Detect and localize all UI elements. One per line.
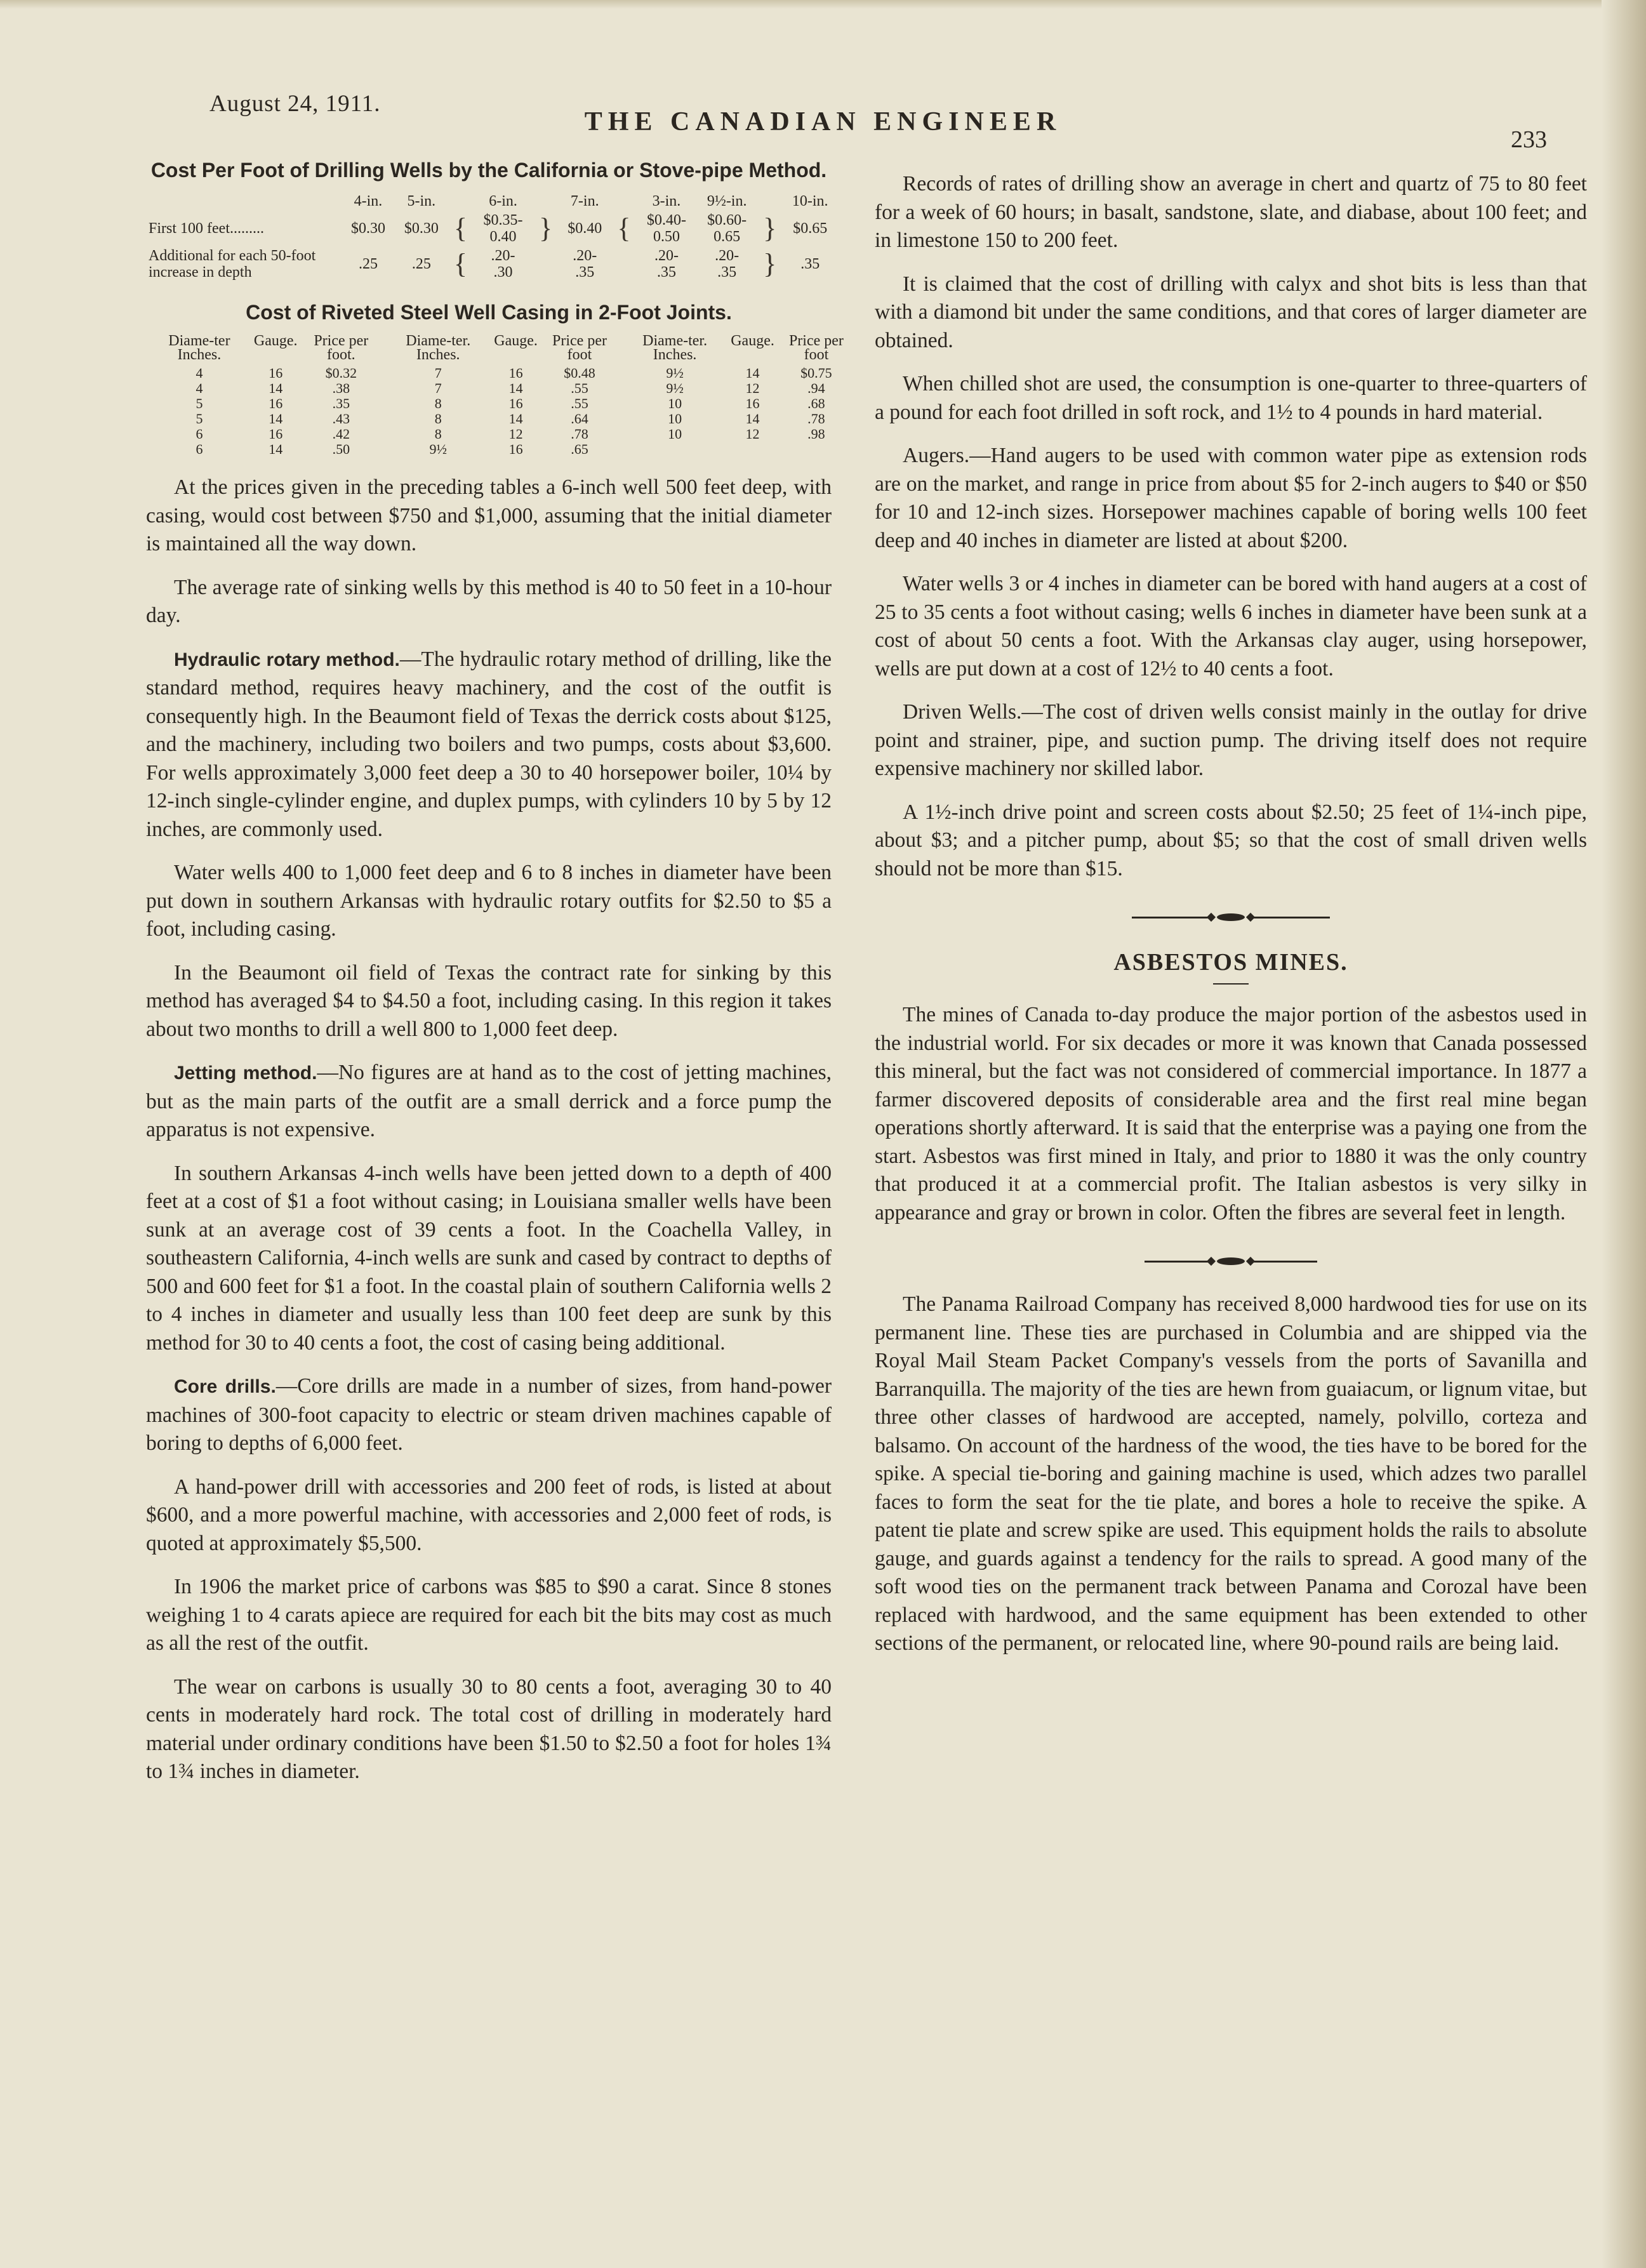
right-paragraph: Driven Wells.—The cost of driven wells consist mainly in the outlay for drive point and strainer, pipe, and suction pump. The driving itself does not require expensive machinery nor skilled labor. — [875, 700, 1587, 780]
table2-cell: 16 — [508, 395, 523, 411]
table2-col-header: Price per foot — [788, 333, 844, 363]
table2-col-header: Gauge. — [731, 333, 774, 349]
table1-cell: $0.65 — [793, 220, 828, 237]
right-paragraph: Augers.—Hand augers to be used with common water pipe as extension rods are on the market, and range in price from about $5 for 2-inch augers to $40 or $50 for 10 and 12-inch sizes. Horsepower machines capable of boring wells 100 feet deep and 40 inches in diameter are listed at about $200. — [875, 444, 1587, 552]
brace-open: { — [453, 248, 468, 279]
ornament-diamond — [1207, 1257, 1216, 1266]
ornament-oval — [1217, 1257, 1245, 1265]
ornament-diamond — [1246, 913, 1255, 922]
table2-col-header: Diame-ter. Inches. — [642, 333, 708, 363]
table2-cell — [729, 442, 776, 457]
left-paragraph: The average rate of sinking wells by this method is 40 to 50 feet in a 10-hour day. — [146, 575, 832, 627]
heading-rule — [1213, 983, 1249, 985]
table2-cell: 8 — [434, 411, 442, 427]
table2-col-header: Price per foot. — [314, 333, 369, 363]
table2-cell: 14 — [269, 411, 283, 427]
table2-cell: 16 — [269, 365, 283, 381]
table2-cell: 14 — [745, 365, 760, 381]
table2-cell: 12 — [745, 380, 760, 396]
table2-cell: 5 — [196, 395, 203, 411]
table2-cell: .68 — [807, 395, 825, 411]
table2-row — [146, 381, 857, 396]
running-header-date: August 24, 1911. — [209, 91, 381, 117]
table2-cell: 7 — [434, 365, 442, 381]
table2-cell: 4 — [196, 380, 203, 396]
brace-open: { — [617, 213, 631, 244]
right-column — [875, 170, 1587, 1673]
left-paragraph: The wear on carbons is usually 30 to 80 cents a foot, averaging 30 to 40 cents in moderately hard rock. The total cost of drilling in moderately hard material under ordinary conditions have been $1.50 to $2.50 a foot for holes 1¾ to 1¾ inches in diameter. — [146, 1674, 832, 1783]
table1-cell: $0.40 — [567, 220, 602, 237]
table2-cell: .42 — [332, 426, 350, 442]
table2-cell: $0.75 — [800, 365, 832, 381]
table2-cell: 10 — [668, 411, 682, 427]
left-paragraph — [146, 646, 832, 844]
table1-row-label: Additional for each 50-foot increase in depth — [149, 248, 316, 281]
right-paragraph: It is claimed that the cost of drilling with calyx and shot bits is less than that with a diamond bit under the same conditions, and that cores of larger diameter are obtained. — [875, 272, 1587, 352]
table2-cell: 16 — [269, 395, 283, 411]
table1-cell: .20- .35 — [715, 248, 740, 281]
page-gutter-shadow — [1602, 0, 1646, 2268]
table2-cell: 9½ — [666, 365, 684, 381]
table2-cell: 16 — [269, 426, 283, 442]
table2-cell: 7 — [434, 380, 442, 396]
ornament-oval — [1217, 913, 1245, 921]
table1-row-label: First 100 feet......... — [149, 220, 264, 237]
table1-cell: .35 — [800, 256, 820, 272]
table2-cell: $0.32 — [325, 365, 357, 381]
ornament-diamond — [1246, 1257, 1255, 1266]
left-paragraph: At the prices given in the preceding tables a 6-inch well 500 feet deep, with casing, would cost between $750 and $1,000, assuming that the initial diameter is maintained all the way down. — [146, 475, 832, 555]
table1-cell: .25 — [358, 256, 378, 272]
table1-cell: $0.40- 0.50 — [646, 212, 686, 245]
table2-cell: 8 — [434, 426, 442, 442]
table2-cell: $0.48 — [564, 365, 595, 381]
table2-col-header: Diame-ter. Inches. — [406, 333, 471, 363]
table2-cell: .98 — [807, 426, 825, 442]
table2-cell: 14 — [508, 380, 523, 396]
ornament-diamond — [1207, 913, 1216, 922]
table2-cell: 14 — [269, 441, 283, 457]
brace-close: } — [763, 213, 777, 244]
table2-cell: 16 — [508, 365, 523, 381]
brace-open: { — [453, 213, 468, 244]
table1-row — [146, 211, 838, 246]
table2-row — [146, 442, 857, 457]
running-header-title: THE CANADIAN ENGINEER — [584, 107, 1062, 136]
table2-cell: 16 — [745, 395, 760, 411]
table1-cell: .20- .30 — [491, 248, 515, 281]
table2-cell: 9½ — [429, 441, 447, 457]
brace-close: } — [763, 248, 777, 279]
table1-cell: $0.60- 0.65 — [707, 212, 747, 245]
paragraph-text: —The hydraulic rotary method of drilling, like the standard method, requires heavy machinery, and the cost of the outfit is consequently high. In the Beaumont field of Texas the derrick costs about $125, and the machinery, including two boilers and two pumps, costs about $3,600. For wells approximately 3,000 feet deep a 30 to 40 horsepower boiler, 10¼ by 12-inch single-cylinder engine, and duplex pumps, with cylinders 10 by 5 by 12 inches, are commonly used. — [146, 647, 832, 841]
table2-cell: 4 — [196, 365, 203, 381]
section-heading-asbestos: ASBESTOS MINES. — [1113, 949, 1348, 976]
left-paragraph — [146, 1372, 832, 1458]
table1-col-header: 10-in. — [792, 193, 828, 209]
table2-cell: .55 — [571, 395, 588, 411]
right-paragraph: The Panama Railroad Company has received 8,000 hardwood ties for use on its permanent line. These ties are purchased in Columbia and are shipped via the Royal Mail Steam Packet Company's vessels from the ports of Savanilla and Barranquilla. The majority of the ties are hewn from guaiacum, or lignum vitae, but three other classes of hardwood are accepted, namely, polvillo, corteza and balsamo. On account of the hardness of the wood, the ties have to be bored for the spike. A special tie-boring and gaining machine is used, which adzes two parallel faces to form the seat for the tie plate, and bores a hole to receive the spike. A patent tie plate and screw spike are used. This equipment holds the rails to absolute gauge, and guards against a tendency for the rails to spread. A good many of the soft wood ties on the permanent track between Panama and Corozal have been replaced with hardwood, and the same equipment has been extended to other sections of the permanent, or relocated line, where 90-pound rails are being laid. — [875, 1292, 1587, 1655]
table2-col-header: Gauge. — [253, 333, 298, 349]
table2-col-header: Diame-ter Inches. — [168, 333, 230, 363]
left-paragraph: In southern Arkansas 4-inch wells have been jetted down to a depth of 400 feet at a cost of $1 a foot without casing; in Louisiana smaller wells have been sunk at an average cost of 39 cents a foot. In the Coachella Valley, in southeastern California, 4-inch wells are sunk and cased by contract to depths of 500 and 600 feet for $1 a foot. In the coastal plain of southern California wells 2 to 4 inches in diameter and usually less than 100 feet deep are sunk by this method for 30 to 40 cents a foot, the cost of casing being additional. — [146, 1161, 832, 1355]
table2-row — [146, 427, 857, 442]
table1-col-header: 5-in. — [407, 193, 436, 209]
table2-cell: .43 — [332, 411, 350, 427]
table2-cell: 12 — [508, 426, 523, 442]
left-paragraph: Water wells 400 to 1,000 feet deep and 6 to 8 inches in diameter have been put down in southern Arkansas with hydraulic rotary outfits for $2.50 to $5 a foot, including casing. — [146, 861, 832, 941]
table2-cell: 16 — [508, 441, 523, 457]
right-paragraph: Water wells 3 or 4 inches in diameter can be bored with hand augers at a cost of 25 to 35 cents a foot without casing; wells 6 inches in diameter have been sunk at a cost of about 50 cents a foot. With the Arkansas clay auger, using horsepower, wells are put down at a cost of 12½ to 40 cents a foot. — [875, 572, 1587, 680]
page-number: 233 — [1511, 126, 1547, 153]
table2-col-header: Gauge. — [494, 333, 538, 349]
left-column — [146, 157, 844, 1801]
table2-cell: 5 — [196, 411, 203, 427]
table1-col-header: 3-in. — [652, 193, 681, 209]
table2-cell: .78 — [571, 426, 588, 442]
ornament-rule — [1254, 1261, 1317, 1263]
table2-cell: .50 — [332, 441, 350, 457]
table2-cell: 10 — [668, 426, 682, 442]
ornament-rule — [1254, 917, 1330, 918]
table2-cell: 10 — [668, 395, 682, 411]
table1-col-header: 4-in. — [354, 193, 383, 209]
table2-cell: 6 — [196, 426, 203, 442]
table1-title: Cost Per Foot of Drilling Wells by the California or Stove-pipe Method. — [150, 159, 827, 182]
table2-row — [146, 396, 857, 411]
table2-cell: 8 — [434, 395, 442, 411]
table2-col-header: Price per foot — [552, 333, 607, 363]
table2-cell: .35 — [332, 395, 350, 411]
table2-cell — [620, 442, 729, 457]
right-paragraph: When chilled shot are used, the consumption is one-quarter to three-quarters of a pound for each foot drilled in soft rock, and 1½ to 4 pounds in hard material. — [875, 372, 1587, 424]
table1-cell: .20- .35 — [654, 248, 679, 281]
table2-cell: .38 — [332, 380, 350, 396]
section-ornament — [875, 902, 1587, 915]
ornament-rule — [1132, 917, 1208, 918]
table1-cell: .25 — [411, 256, 431, 272]
table2-cell: 9½ — [666, 380, 684, 396]
table1-col-header: 6-in. — [489, 193, 517, 209]
left-paragraph: A hand-power drill with accessories and 200 feet of rods, is listed at about $600, and a more powerful machine, with accessories and 2,000 feet of rods, is quoted at approximately $5,500. — [146, 1475, 832, 1555]
table1-cell: .20- .35 — [573, 248, 597, 281]
paragraph-text: —Core drills are made in a number of sizes, from hand-power machines of 300-foot capacity to electric or steam driven machines capable of boring to depths of 6,000 feet. — [146, 1374, 832, 1455]
table2-cell: 14 — [745, 411, 760, 427]
brace-close: } — [539, 213, 553, 244]
table2-title: Cost of Riveted Steel Well Casing in 2-Foot Joints. — [246, 301, 732, 324]
table2-row — [146, 411, 857, 427]
table1-cell: $0.30 — [350, 220, 385, 237]
table1-cell: $0.35- 0.40 — [483, 212, 523, 245]
table2-row — [146, 366, 857, 381]
table1-row — [146, 246, 838, 282]
run-in-heading: Core drills. — [174, 1376, 276, 1397]
page-top-edge — [0, 0, 1646, 9]
right-paragraph: The mines of Canada to-day produce the major portion of the asbestos used in the industrial world. For six decades or more it was known that Canada possessed this mineral, but the fact was not considered of commercial importance. In 1877 a farmer discovered deposits of considerable area and the first real mine began operations shortly afterward. It is said that the enterprise was a paying one from the start. Asbestos was first mined in Italy, and prior to 1880 it was the only country that produced it at a commercial profit. The Italian asbestos is very silky in appearance and gray or brown in color. Often the fibres are several feet in length. — [875, 1003, 1587, 1224]
casing-cost-table — [146, 334, 857, 457]
paragraph-text: —No figures are at hand as to the cost of jetting machines, but as the main parts of the outfit are a small derrick and a force pump the apparatus is not expensive. — [146, 1061, 832, 1141]
table2-cell: .78 — [807, 411, 825, 427]
table2-cell: .65 — [571, 441, 588, 457]
table2-cell: .64 — [571, 411, 588, 427]
section-ornament — [875, 1246, 1587, 1259]
table2-cell: .94 — [807, 380, 825, 396]
ornament-rule — [1145, 1261, 1208, 1263]
left-paragraph: In 1906 the market price of carbons was $85 to $90 a carat. Since 8 stones weighing 1 to 4 carats apiece are required for each bit the bits may cost as much as all the rest of the outfit. — [146, 1575, 832, 1655]
right-paragraph: Records of rates of drilling show an average in chert and quartz of 75 to 80 feet for a week of 60 hours; in basalt, sandstone, slate, and diabase, about 100 feet; and in limestone 150 to 200 feet. — [875, 172, 1587, 252]
table1-col-header: 9½-in. — [707, 193, 747, 209]
table2-cell: 14 — [508, 411, 523, 427]
table2-cell: 6 — [196, 441, 203, 457]
table2-header-row — [146, 334, 857, 366]
table2-cell: .55 — [571, 380, 588, 396]
table1-corner — [146, 192, 342, 211]
table1-cell: $0.30 — [404, 220, 439, 237]
table1-col-header: 7-in. — [570, 193, 599, 209]
run-in-heading: Jetting method. — [174, 1063, 317, 1084]
table2-body — [146, 366, 857, 457]
table2-cell: 14 — [269, 380, 283, 396]
left-paragraph: In the Beaumont oil field of Texas the contract rate for sinking by this method has averaged $4 to $4.50 a foot, including casing. In this region it takes about two months to drill a well 800 to 1,000 feet deep. — [146, 960, 832, 1041]
left-paragraph — [146, 1059, 832, 1144]
right-paragraph: A 1½-inch drive point and screen costs about $2.50; 25 feet of 1¼-inch pipe, about $3; and a pitcher pump, about $5; so that the cost of small driven wells should not be more than $15. — [875, 800, 1587, 880]
table2-cell: 12 — [745, 426, 760, 442]
run-in-heading: Hydraulic rotary method. — [174, 649, 400, 670]
drilling-cost-table — [146, 192, 838, 282]
table2-cell — [776, 442, 857, 457]
table1-header-row — [146, 192, 838, 211]
